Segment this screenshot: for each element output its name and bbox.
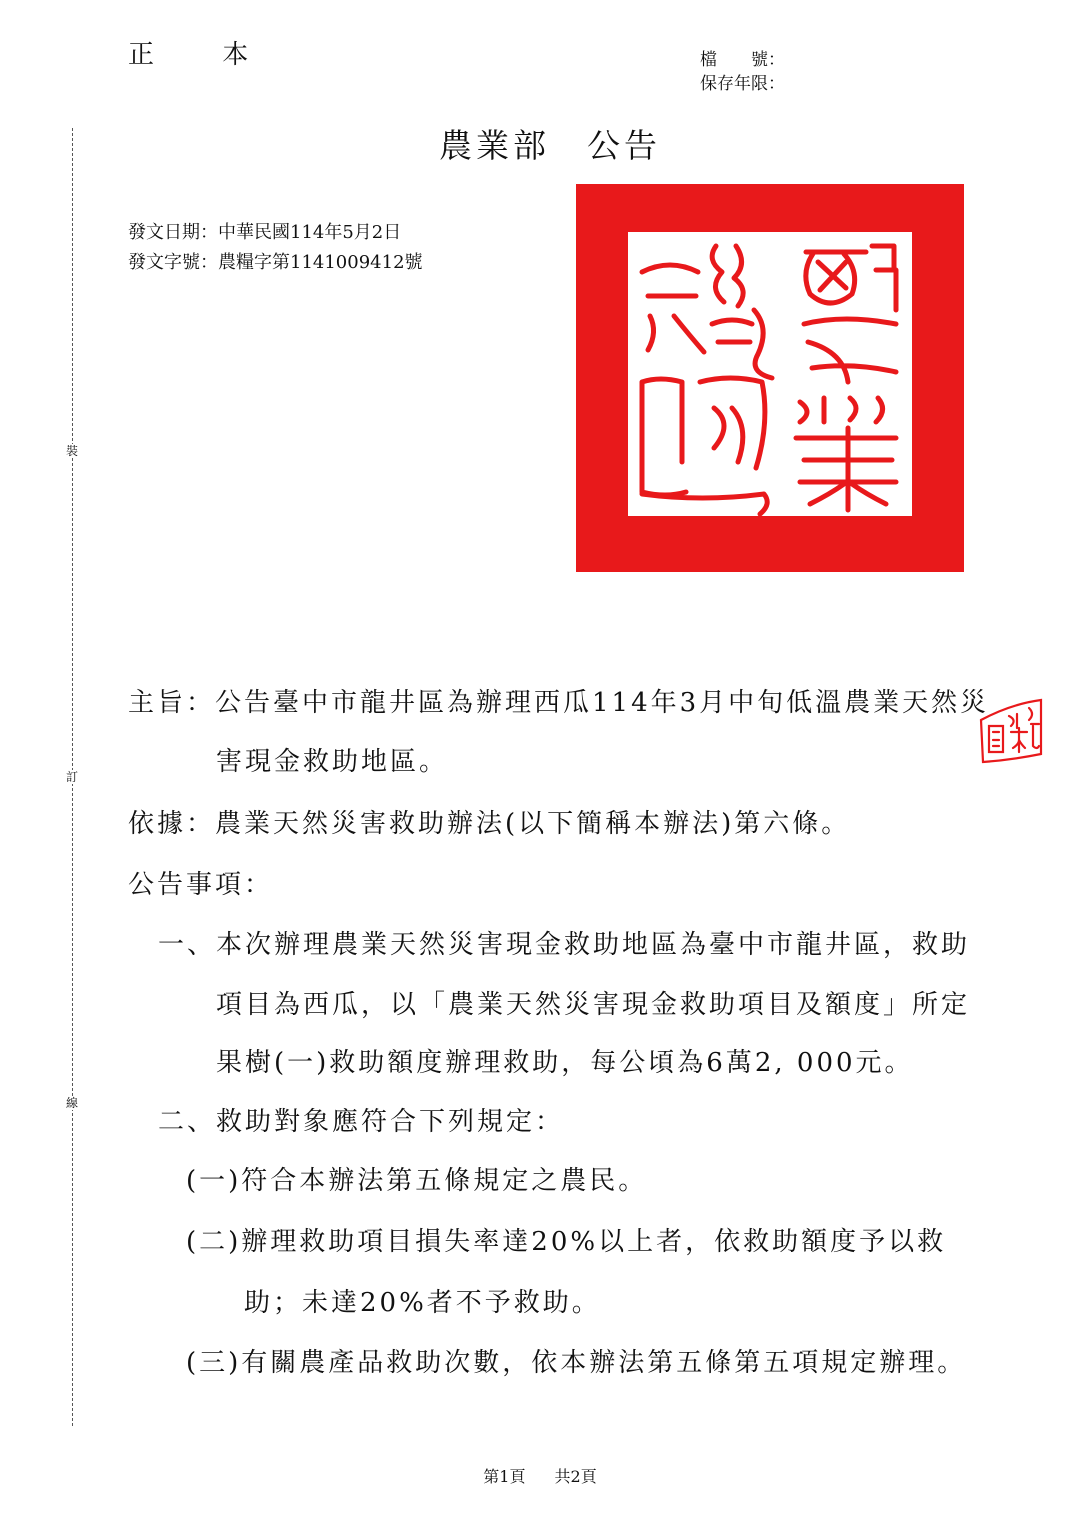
item-1-line-3: 果樹(一)救助額度辦理救助，每公頃為6萬2, 000元。 <box>216 1048 914 1078</box>
official-seal <box>576 184 964 572</box>
item-1-line-2: 項目為西瓜，以「農業天然災害現金救助項目及額度」所定 <box>216 990 971 1020</box>
binding-mark-bottom: 線 <box>62 1096 82 1110</box>
seal-face <box>628 232 912 516</box>
file-number-block <box>700 48 785 96</box>
document-title: 農業部 公告 <box>439 126 661 165</box>
page-number: 第1頁 <box>483 1467 526 1486</box>
file-number-label: 檔 號： <box>700 50 785 70</box>
basis: 依據：農業天然災害救助辦法(以下簡稱本辦法)第六條。 <box>128 809 851 839</box>
issue-date: 發文日期：中華民國114年5月2日 <box>128 222 402 243</box>
subject-line-2: 害現金救助地區。 <box>216 747 449 777</box>
seal-script-glyphs <box>628 232 912 516</box>
subject-line-1: 主旨：公告臺中市龍井區為辦理西瓜114年3月中旬低溫農業天然災 <box>128 688 990 718</box>
binding-mark-top: 裝 <box>62 444 82 458</box>
copy-mark: 正 本 <box>128 40 279 70</box>
sub-item-1: (一)符合本辦法第五條規定之農民。 <box>186 1166 648 1196</box>
page-total: 共2頁 <box>554 1467 597 1486</box>
document-number: 發文字號：農糧字第1141009412號 <box>128 252 423 273</box>
page-footer <box>0 1464 1080 1487</box>
retention-label: 保存年限： <box>700 74 785 94</box>
document-meta <box>128 218 423 278</box>
binding-mark-middle: 訂 <box>62 770 82 784</box>
sub-item-2-line-2: 助；未達20%者不予救助。 <box>244 1288 601 1318</box>
item-1-line-1: 一、本次辦理農業天然災害現金救助地區為臺中市龍井區，救助 <box>158 930 971 960</box>
items-heading: 公告事項： <box>128 870 274 900</box>
sub-item-3: (三)有關農產品救助次數，依本辦法第五條第五項規定辦理。 <box>186 1348 967 1378</box>
item-2: 二、救助對象應符合下列規定： <box>158 1107 565 1137</box>
sub-item-2-line-1: (二)辦理救助項目損失率達20%以上者，依救助額度予以救 <box>186 1227 947 1257</box>
